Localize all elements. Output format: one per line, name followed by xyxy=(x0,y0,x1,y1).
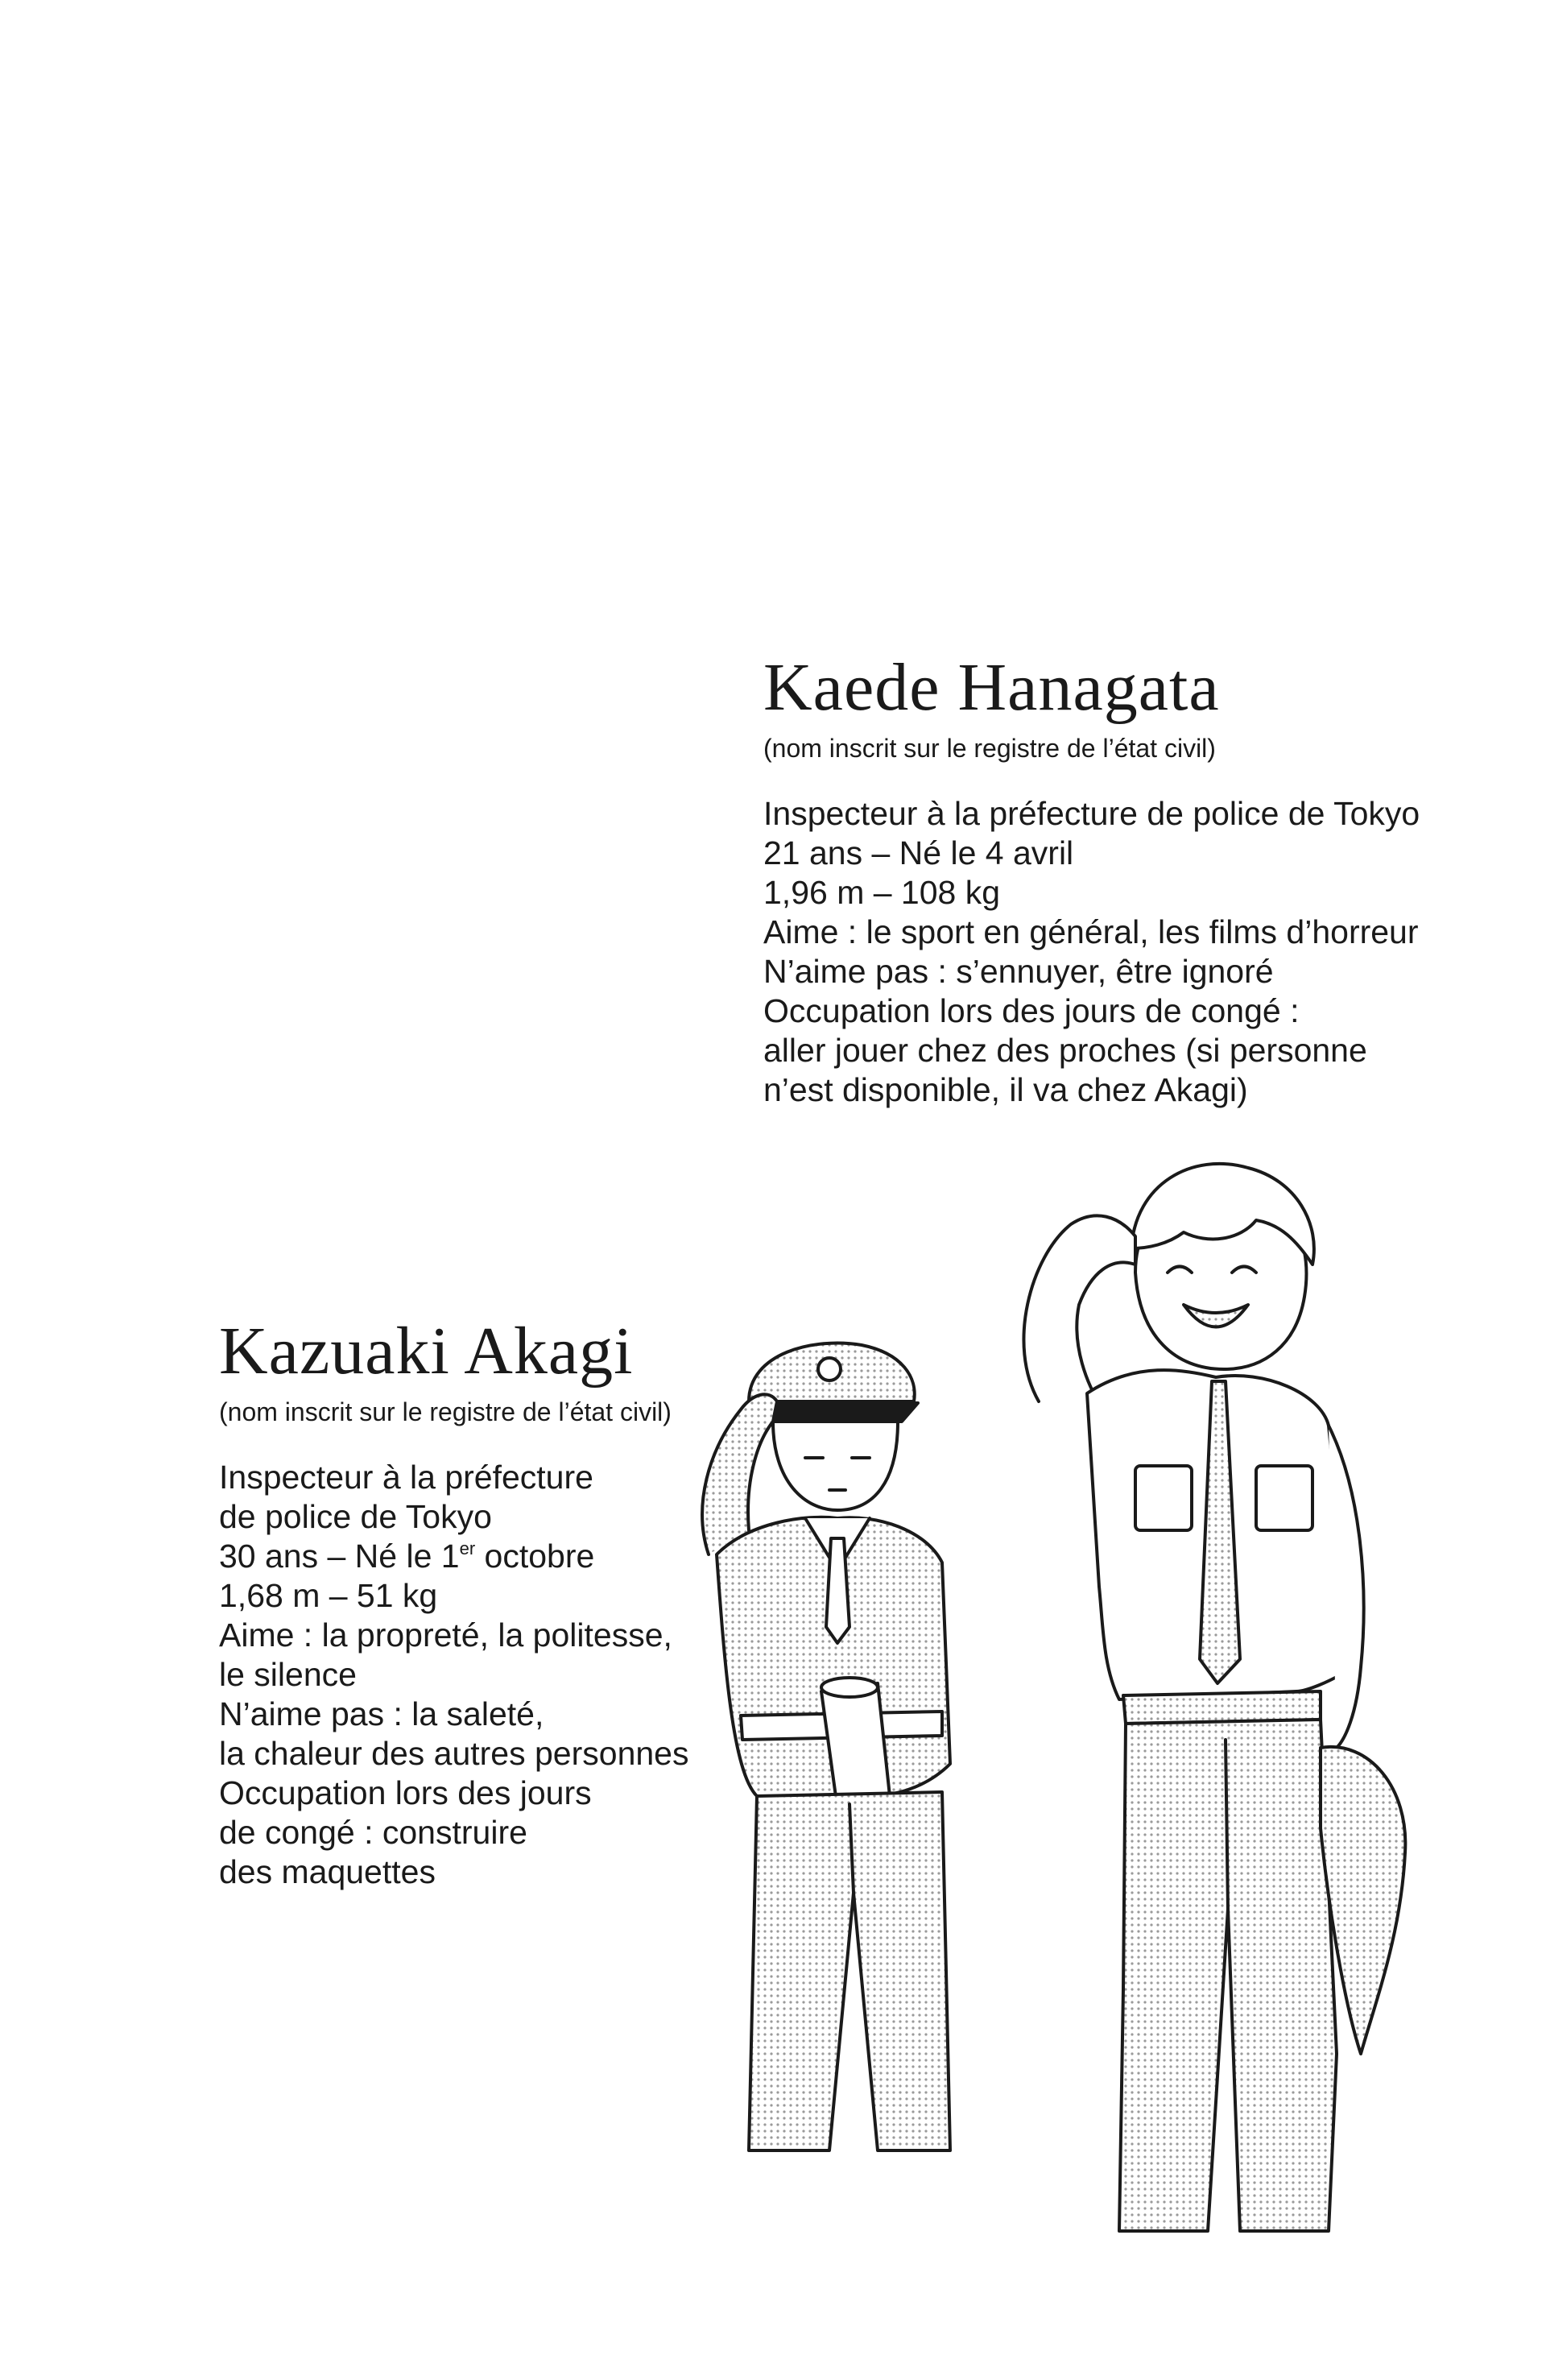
profile-line: 21 ans – Né le 4 avril xyxy=(763,834,1074,872)
registry-note: (nom inscrit sur le registre de l’état civil) xyxy=(219,1397,672,1426)
registry-note: (nom inscrit sur le registre de l’état civil) xyxy=(763,734,1216,763)
profile-line: de congé : construire xyxy=(219,1814,527,1852)
profile-line: le silence xyxy=(219,1656,357,1694)
profile-line: n’est disponible, il va chez Akagi) xyxy=(763,1071,1248,1109)
profile-line: Inspecteur à la préfecture xyxy=(219,1459,593,1496)
officers-illustration xyxy=(684,1103,1441,2247)
profile-line: la chaleur des autres personnes xyxy=(219,1735,689,1773)
profile-line: de police de Tokyo xyxy=(219,1498,492,1536)
profile-line: Occupation lors des jours xyxy=(219,1774,592,1812)
profile-line: Inspecteur à la préfecture de police de Tokyo xyxy=(763,795,1420,833)
ordinal-suffix: er xyxy=(459,1538,476,1559)
character-name: Kaede Hanagata xyxy=(763,650,1220,725)
profile-line: N’aime pas : la saleté, xyxy=(219,1695,544,1733)
profile-line: Aime : la propreté, la politesse, xyxy=(219,1616,672,1654)
profile-line: N’aime pas : s’ennuyer, être ignoré xyxy=(763,953,1274,991)
profile-hanagata xyxy=(763,650,1420,1110)
profile-line xyxy=(219,1537,688,1576)
age-birthday-text: 30 ans – Né le 1 xyxy=(219,1538,460,1575)
profile-line: des maquettes xyxy=(219,1853,436,1891)
profile-line: Occupation lors des jours de congé : xyxy=(763,992,1300,1030)
profile-line: 1,68 m – 51 kg xyxy=(219,1577,438,1615)
profile-line: Aime : le sport en général, les films d’horreur xyxy=(763,913,1419,951)
character-name: Kazuaki Akagi xyxy=(219,1314,634,1389)
profile-line: 1,96 m – 108 kg xyxy=(763,874,1001,912)
profile-line: aller jouer chez des proches (si personne xyxy=(763,1032,1367,1070)
hanagata-figure xyxy=(1023,1164,1405,2231)
birth-month: octobre xyxy=(475,1538,595,1575)
akagi-figure xyxy=(702,1343,950,2150)
profile-akagi xyxy=(219,1314,689,1892)
